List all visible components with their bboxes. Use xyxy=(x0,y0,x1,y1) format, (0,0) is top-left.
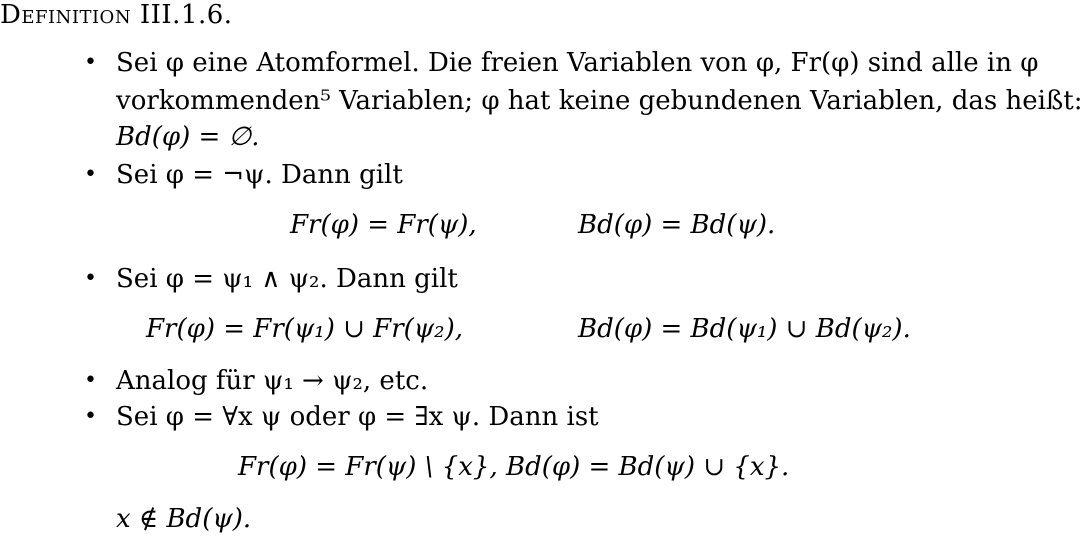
item1-line2: vorkommenden⁵ Variablen; φ hat keine gebundenen Variablen, das heißt: xyxy=(116,86,1083,116)
item3-line1: Sei φ = ψ₁ ∧ ψ₂. Dann gilt xyxy=(116,264,458,294)
definition-heading: Definition III.1.6. xyxy=(0,0,233,30)
item2-line1: Sei φ = ¬ψ. Dann gilt xyxy=(116,160,403,190)
bullet-icon: • xyxy=(84,50,97,75)
bullet-icon: • xyxy=(84,368,97,393)
item4-line1: Analog für ψ₁ → ψ₂, etc. xyxy=(116,366,429,396)
item1-line3: Bd(φ) = ∅. xyxy=(116,122,260,152)
item5-display: Fr(φ) = Fr(ψ) \ {x}, Bd(φ) = Bd(ψ) ∪ {x}. xyxy=(238,452,790,482)
bullet-icon: • xyxy=(84,404,97,429)
item3-display-left: Fr(φ) = Fr(ψ₁) ∪ Fr(ψ₂), xyxy=(146,314,463,344)
item5-line1: Sei φ = ∀x ψ oder φ = ∃x ψ. Dann ist xyxy=(116,402,599,432)
bullet-icon: • xyxy=(84,162,97,187)
item5-line-after: x ∉ Bd(ψ). xyxy=(116,504,252,534)
item3-display-right: Bd(φ) = Bd(ψ₁) ∪ Bd(ψ₂). xyxy=(578,314,911,344)
item2-display-right: Bd(φ) = Bd(ψ). xyxy=(578,210,776,240)
item1-line1: Sei φ eine Atomformel. Die freien Variablen von φ, Fr(φ) sind alle in φ xyxy=(116,48,1039,78)
item2-display-left: Fr(φ) = Fr(ψ), xyxy=(290,210,477,240)
bullet-icon: • xyxy=(84,266,97,291)
